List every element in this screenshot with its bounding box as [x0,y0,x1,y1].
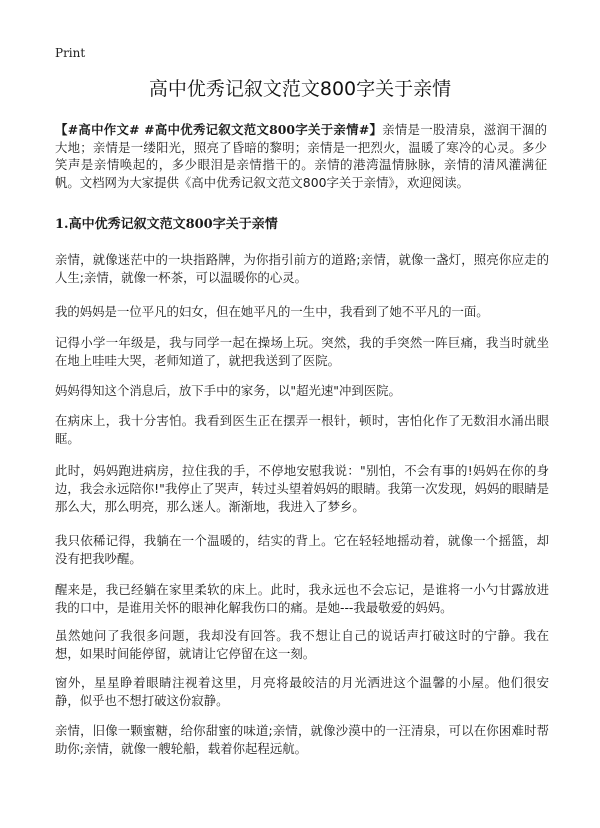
body-paragraph: 此时，妈妈跑进病房，拉住我的手，不停地安慰我说："别怕，不会有事的!妈妈在你的身边，我会永远陪你!"我停止了哭声，转过头望着妈妈的眼睛。我第一次发现，妈妈的眼睛是那么大，那么明亮，那么迷人。渐渐地，我进入了梦乡。 [55,463,549,514]
body-paragraph: 在病床上，我十分害怕。我看到医生正在摆弄一根针，顿时，害怕化作了无数泪水涌出眼眶。 [55,413,549,446]
body-paragraph: 虽然她问了我很多问题，我却没有回答。我不想让自己的说话声打破这时的宁静。我在想，如果时间能停留，就请让它停留在这一刻。 [55,628,549,661]
body-paragraph: 记得小学一年级是，我与同学一起在操场上玩。突然，我的手突然一阵巨痛，我当时就坐在地上哇哇大哭，老师知道了，就把我送到了医院。 [55,335,549,368]
body-paragraph: 妈妈得知这个消息后，放下手中的家务，以"超光速"冲到医院。 [55,383,401,398]
page-title: 高中优秀记叙文范文800字关于亲情 [148,78,452,100]
body-paragraph: 我只依稀记得，我躺在一个温暖的，结实的背上。它在轻轻地摇动着，就像一个摇篮，却没有把我吵醒。 [55,533,549,566]
body-paragraph: 我的妈妈是一位平凡的妇女，但在她平凡的一生中，我看到了她不平凡的一面。 [55,304,489,319]
intro-tag: 【#高中作文# #高中优秀记叙文范文800字关于亲情#】 [55,122,383,137]
intro-paragraph [55,121,547,191]
print-link[interactable]: Print [55,46,86,60]
body-paragraph: 窗外，星星睁着眼睛注视着这里，月亮将最皎洁的月光洒进这个温馨的小屋。他们很安静，似乎也不想打破这份寂静。 [55,675,549,708]
intro-text: 亲情是一股清泉，滋润干涸的大地；亲情是一缕阳光，照亮了昏暗的黎明；亲情是一把烈火，温暖了寒冷的心灵。多少笑声是亲情唤起的，多少眼泪是亲情揩干的。亲情的港湾温情脉脉，亲情的清风灌满征帆。文档网为大家提供《高中优秀记叙文范文800字关于亲情》，欢迎阅读。 [55,122,547,190]
body-paragraph: 亲情，就像迷茫中的一块指路牌，为你指引前方的道路;亲情，就像一盏灯，照亮你应走的人生;亲情，就像一杯茶，可以温暖你的心灵。 [55,252,549,285]
body-paragraph: 亲情，旧像一颗蜜糖，给你甜蜜的味道;亲情，就像沙漠中的一汪清泉，可以在你困难时帮助你;亲情，就像一艘轮船，载着你起程远航。 [55,723,549,756]
body-paragraph: 醒来是，我已经躺在家里柔软的床上。此时，我永远也不会忘记，是谁将一小勺甘露放进我的口中，是谁用关怀的眼神化解我伤口的痛。是她---我最敬爱的妈妈。 [55,582,549,615]
section-heading: 1.高中优秀记叙文范文800字关于亲情 [55,217,278,232]
